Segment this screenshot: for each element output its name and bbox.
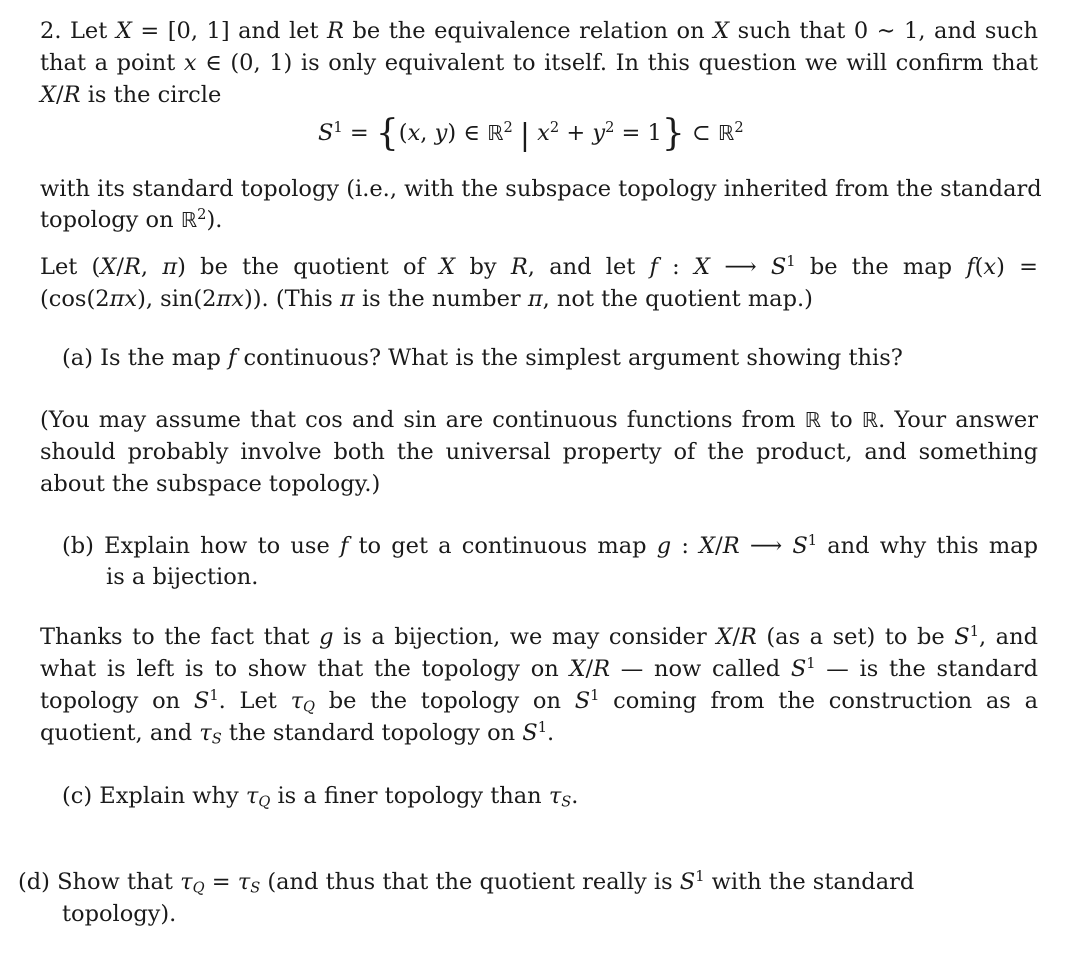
quotient-definition-line-1: Let (X/R, π) be the quotient of X by R, and let f : X ⟶ $S^1$ be the map f(x) = — [40, 252, 1039, 280]
bijection-paragraph-line-4: quotient, and $\tau_S$ the standard topology on $S^1$. — [40, 718, 555, 748]
line-text — [0, 0, 1, 1]
part-d-question-line-1: (d) Show that $\tau_Q = \tau_S$ (and thus that the quotient really is $S^1$ with the standard — [18, 867, 915, 897]
text-render: 2. Let X = [0, 1] and let R be the equivalence relation on X such that 0 ∼ 1, and such — [40, 18, 1038, 44]
bijection-paragraph-line-3: topology on $S^1$. Let $\tau_Q$ be the topology on $S^1$ coming from the construction as a — [40, 686, 1038, 716]
quotient-definition-line-2: (cos(2πx), sin(2πx)). (This π is the number π, not the quotient map.) — [40, 286, 813, 312]
problem-intro-line-1 — [40, 16, 1038, 46]
part-a-hint-line-3: about the subspace topology.) — [40, 471, 381, 497]
circle-definition-equation: $S^1 = \{(x$, y) ∈ ℝ$^2$ | $x^2 + y^2 = 1$} ⊂ ℝ$^2$ — [318, 113, 744, 154]
problem-intro-line-3: X/R is the circle — [40, 82, 222, 108]
part-d-question-line-2: topology). — [62, 901, 177, 927]
standard-topology-line-1: with its standard topology (i.e., with the subspace topology inherited from the standard — [40, 176, 1042, 202]
bijection-paragraph-line-2: what is left is to show that the topology on X/R — now called $S^1$ — is the standard — [40, 654, 1039, 682]
part-a-hint-line-2: should probably involve both the universal property of the product, and something — [40, 439, 1038, 465]
part-a-hint-line-1: (You may assume that cos and sin are continuous functions from ℝ to ℝ. Your answer — [40, 407, 1038, 433]
standard-topology-line-2: topology on ℝ$^2$). — [40, 205, 223, 233]
part-a-question: (a) Is the map f continuous? What is the simplest argument showing this? — [62, 345, 903, 371]
bijection-paragraph-line-1: Thanks to the fact that g is a bijection, we may consider X/R (as a set) to be $S^1$, and — [40, 622, 1038, 650]
problem-intro-line-2: that a point x ∈ (0, 1) is only equivalent to itself. In this question we will confirm that — [40, 50, 1038, 76]
part-b-question-line-1: (b) Explain how to use f to get a continuous map g : X/R ⟶ $S^1$ and why this map — [62, 531, 1039, 559]
part-c-question: (c) Explain why $\tau_Q$ is a finer topology than $\tau_S$. — [62, 783, 579, 811]
part-b-question-line-2: is a bijection. — [106, 564, 259, 590]
